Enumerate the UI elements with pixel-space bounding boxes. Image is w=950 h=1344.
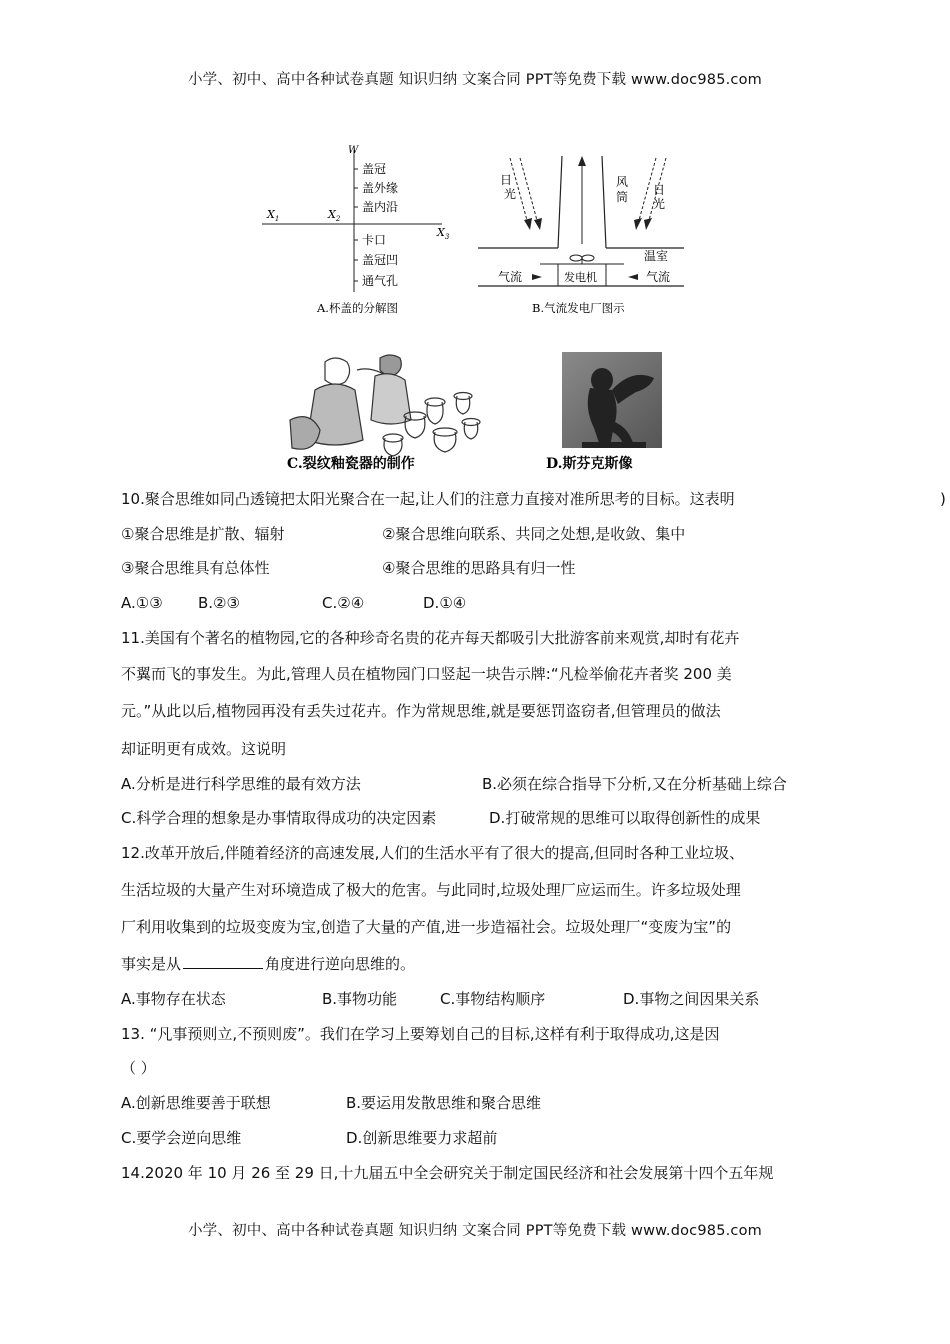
label-lid-inner-rim: 盖内沿 (362, 200, 399, 214)
label-sunlight-left-2: 光 (504, 187, 517, 201)
q10-choice-b: B.②③ (198, 594, 240, 612)
label-snap: 卡口 (362, 233, 387, 247)
page-header: 小学、初中、高中各种试卷真题 知识归纳 文案合同 PPT等免费下载 www.doc985.com (187, 72, 763, 88)
figure-a-cup-lid-diagram (262, 140, 462, 320)
x1-sub: 1 (274, 215, 280, 223)
airflow-arrow-left-icon (532, 274, 542, 280)
page-footer: 小学、初中、高中各种试卷真题 知识归纳 文案合同 PPT等免费下载 www.doc985.com (187, 1223, 763, 1239)
q12-line-4 (121, 954, 415, 974)
q12-line-1: 12.改革开放后,伴随着经济的高速发展,人们的生活水平有了很大的提高,但同时各种工业垃圾、 (121, 844, 745, 862)
label-lid-crown: 盖冠 (362, 162, 387, 176)
label-sunlight-left-1: 日 (500, 173, 513, 187)
x1-label: X (267, 208, 275, 221)
figure-b-caption: B.气流发电厂图示 (532, 301, 625, 315)
q11-line-2: 不翼而飞的事发生。为此,管理人员在植物园门口竖起一块告示牌:“凡检举偷花卉者奖 200 美 (121, 665, 732, 683)
q13-choice-b: B.要运用发散思维和聚合思维 (346, 1094, 542, 1112)
q13-choice-c: C.要学会逆向思维 (121, 1129, 242, 1147)
x3-label: X (437, 226, 445, 239)
label-sunlight-right-2: 光 (653, 197, 666, 211)
figure-d-sphinx-photo (540, 350, 680, 475)
q10-choice-d: D.①④ (423, 594, 467, 612)
q11-choice-d: D.打破常规的思维可以取得创新性的成果 (489, 809, 761, 827)
label-airflow-right: 气流 (646, 270, 671, 284)
q10-choice-c: C.②④ (322, 594, 365, 612)
w-axis-label: W (348, 145, 359, 156)
q10-stem: 10.聚合思维如同凸透镜把太阳光聚合在一起,让人们的注意力直接对准所思考的目标。这表明 (121, 490, 735, 508)
q10-option-2: ②聚合思维向联系、共同之处想,是收敛、集中 (382, 525, 686, 543)
q10-option-3: ③聚合思维具有总体性 (121, 559, 270, 577)
airflow-arrow-right-icon (628, 274, 638, 280)
q11-line-4: 却证明更有成效。这说明 (121, 740, 287, 758)
figure-c-caption: C.裂纹釉瓷器的制作 (287, 456, 415, 472)
label-airflow-left: 气流 (498, 270, 523, 284)
label-vent-hole: 通气孔 (362, 274, 399, 288)
q14-line-1: 14.2020 年 10 月 26 至 29 日,十九届五中全会研究关于制定国民经济和社会发展第十四个五年规 (121, 1164, 774, 1182)
svg-text:X2 (327, 208, 341, 223)
q13-choice-a: A.创新思维要善于联想 (121, 1094, 271, 1112)
q12-choice-b: B.事物功能 (322, 990, 398, 1008)
q11-choice-a: A.分析是进行科学思维的最有效方法 (121, 775, 361, 793)
label-greenhouse: 温室 (644, 249, 669, 263)
q11-line-3: 元。”从此以后,植物园再没有丢失过花卉。作为常规思维,就是要惩罚盗窃者,但管理员的做法 (121, 702, 721, 720)
label-wind-tube-2: 筒 (616, 190, 629, 204)
figure-b-airflow-power-plant (470, 146, 695, 321)
q13-line-2: （ ） (121, 1059, 156, 1077)
svg-text:X1 (266, 208, 279, 223)
figure-c-crackle-glaze-pottery (285, 350, 490, 475)
label-wind-tube-1: 风 (616, 175, 629, 189)
label-lid-outer-rim: 盖外缘 (362, 181, 399, 195)
q12-line-4-end: 角度进行逆向思维的。 (265, 955, 416, 973)
label-sunlight-right-1: 日 (653, 183, 666, 197)
label-generator: 发电机 (564, 271, 597, 284)
q10-paren: ) (940, 490, 946, 508)
q11-choice-c: C.科学合理的想象是办事情取得成功的决定因素 (121, 809, 437, 827)
figure-a-caption: A.杯盖的分解图 (317, 301, 398, 315)
q12-line-2: 生活垃圾的大量产生对环境造成了极大的危害。与此同时,垃圾处理厂应运而生。许多垃圾处理 (121, 881, 741, 899)
q12-blank (183, 954, 263, 969)
figure-d-caption: D.斯芬克斯像 (546, 456, 633, 472)
q12-choice-c: C.事物结构顺序 (440, 990, 546, 1008)
q13-choice-d: D.创新思维要力求超前 (346, 1129, 498, 1147)
sun-arrow-left-icon (524, 218, 532, 230)
q10-option-1: ①聚合思维是扩散、辐射 (121, 525, 285, 543)
x2-sub: 2 (335, 215, 341, 223)
q12-choice-d: D.事物之间因果关系 (623, 990, 760, 1008)
x2-label: X (328, 208, 336, 221)
x3-sub: 3 (444, 233, 450, 241)
svg-text:X3 (436, 226, 450, 241)
q11-line-1: 11.美国有个著名的植物园,它的各种珍奇名贵的花卉每天都吸引大批游客前来观赏,却时有花卉 (121, 629, 740, 647)
label-crown-recess: 盖冠凹 (362, 253, 399, 267)
q10-option-4: ④聚合思维的思路具有归一性 (382, 559, 576, 577)
q11-choice-b: B.必须在综合指导下分析,又在分析基础上综合 (482, 775, 787, 793)
q12-choice-a: A.事物存在状态 (121, 990, 226, 1008)
q13-line-1: 13. “凡事预则立,不预则废”。我们在学习上要筹划自己的目标,这样有利于取得成功,这是因 (121, 1025, 720, 1043)
sun-arrow-right-icon (644, 218, 652, 230)
updraft-arrow-icon (578, 156, 586, 166)
q12-line-4-start: 事实是从 (121, 955, 182, 973)
q10-choice-a: A.①③ (121, 594, 163, 612)
q12-line-3: 厂利用收集到的垃圾变废为宝,创造了大量的产值,进一步造福社会。垃圾处理厂“变废为宝”的 (121, 918, 732, 936)
